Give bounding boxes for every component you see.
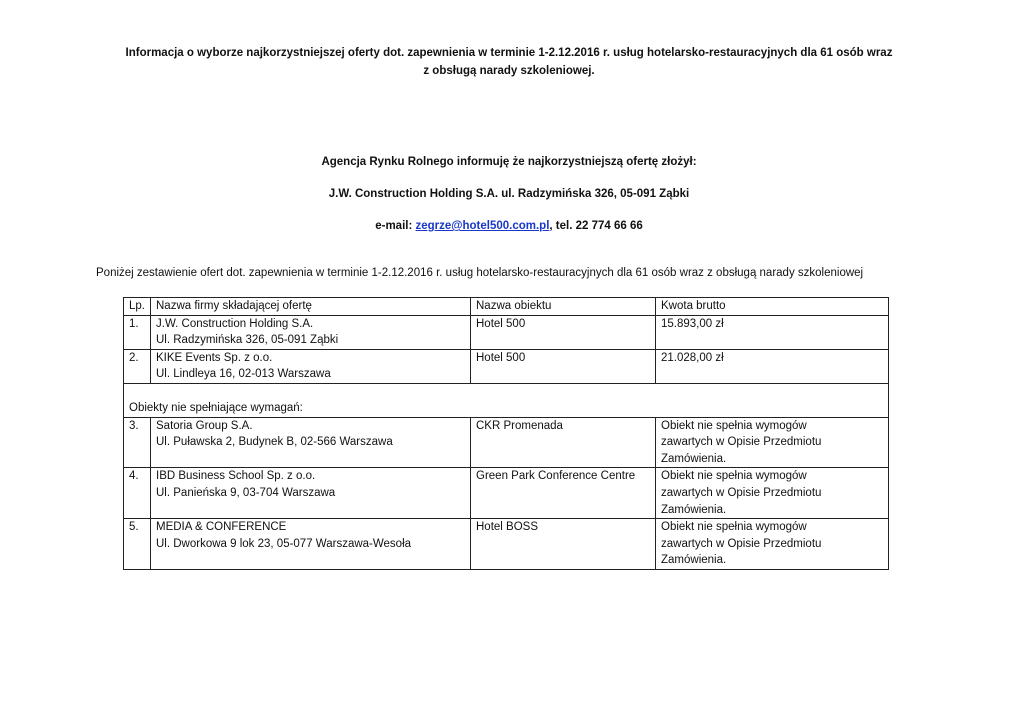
row-venue: Hotel 500 — [471, 315, 656, 349]
table-row — [124, 519, 889, 570]
company-address: Ul. Puławska 2, Budynek B, 02-566 Warszawa — [156, 436, 393, 449]
email-link[interactable]: zegrze@hotel500.com.pl — [415, 220, 550, 232]
company-address: Ul. Panieńska 9, 03-704 Warszawa — [156, 486, 336, 499]
company-address: Ul. Dworkowa 9 lok 23, 05-077 Warszawa-Wesoła — [156, 537, 412, 550]
note-line: zawartych w Opisie Przedmiotu — [661, 436, 822, 449]
row-company-cell — [151, 349, 471, 383]
row-company-cell — [151, 315, 471, 349]
row-lp: 3. — [124, 417, 151, 468]
row-lp: 4. — [124, 468, 151, 519]
row-venue: CKR Promenada — [471, 417, 656, 468]
rejected-section-label: Obiekty nie spełniające wymagań: — [124, 400, 889, 417]
header-amount: Kwota brutto — [656, 298, 889, 316]
email-label: e-mail: — [375, 220, 416, 232]
section-spacer-row — [124, 383, 889, 400]
note-line: Obiekt nie spełnia wymogów — [661, 521, 807, 534]
note-line: Obiekt nie spełnia wymogów — [661, 419, 807, 432]
company-address: Ul. Radzymińska 326, 05-091 Ząbki — [156, 334, 339, 347]
note-line: zawartych w Opisie Przedmiotu — [661, 537, 822, 550]
row-lp: 1. — [124, 315, 151, 349]
row-amount: 15.893,00 zł — [656, 315, 889, 349]
company-name: MEDIA & CONFERENCE — [156, 521, 287, 534]
offers-summary: Poniżej zestawienie ofert dot. zapewnienia w terminie 1-2.12.2016 r. usług hotelarsko-restauracyjnych dla 61 osób wraz z obsługą narady szkoleniowej — [96, 267, 864, 279]
phone-text: , tel. 22 774 66 66 — [549, 220, 643, 232]
row-note-cell — [656, 468, 889, 519]
row-company-cell — [151, 417, 471, 468]
company-name: IBD Business School Sp. z o.o. — [156, 470, 316, 483]
company-name: KIKE Events Sp. z o.o. — [156, 351, 273, 364]
section-label-row — [124, 400, 889, 417]
table-row — [124, 315, 889, 349]
row-company-cell — [151, 468, 471, 519]
header-company: Nazwa firmy składającej ofertę — [151, 298, 471, 316]
row-company-cell — [151, 519, 471, 570]
row-venue: Green Park Conference Centre — [471, 468, 656, 519]
table-row — [124, 468, 889, 519]
note-line: Zamówienia. — [661, 554, 727, 567]
header-lp: Lp. — [124, 298, 151, 316]
contact-line — [100, 218, 918, 234]
row-venue: Hotel 500 — [471, 349, 656, 383]
note-line: zawartych w Opisie Przedmiotu — [661, 486, 822, 499]
note-line: Obiekt nie spełnia wymogów — [661, 470, 807, 483]
row-amount: 21.028,00 zł — [656, 349, 889, 383]
table-header-row — [124, 298, 889, 316]
header-venue: Nazwa obiektu — [471, 298, 656, 316]
title-line-2: z obsługą narady szkoleniowej. — [423, 65, 595, 77]
offers-table — [123, 297, 889, 570]
company-name: Satoria Group S.A. — [156, 419, 253, 432]
row-venue: Hotel BOSS — [471, 519, 656, 570]
company-address: Ul. Lindleya 16, 02-013 Warszawa — [156, 368, 331, 381]
note-line: Zamówienia. — [661, 452, 727, 465]
row-lp: 5. — [124, 519, 151, 570]
document-title — [100, 44, 918, 80]
row-note-cell — [656, 519, 889, 570]
row-lp: 2. — [124, 349, 151, 383]
company-name: J.W. Construction Holding S.A. — [156, 317, 314, 330]
winner-info: J.W. Construction Holding S.A. ul. Radzymińska 326, 05-091 Ząbki — [328, 188, 690, 200]
announcement-intro: Agencja Rynku Rolnego informuję że najkorzystniejszą ofertę złożył: — [321, 156, 697, 168]
title-line-1: Informacja o wyborze najkorzystniejszej oferty dot. zapewnienia w terminie 1-2.12.2016 r. usług hotelarsko-restauracyjnych dla 61 osób wraz — [125, 47, 893, 59]
note-line: Zamówienia. — [661, 503, 727, 516]
row-note-cell — [656, 417, 889, 468]
table-row — [124, 417, 889, 468]
table-row — [124, 349, 889, 383]
